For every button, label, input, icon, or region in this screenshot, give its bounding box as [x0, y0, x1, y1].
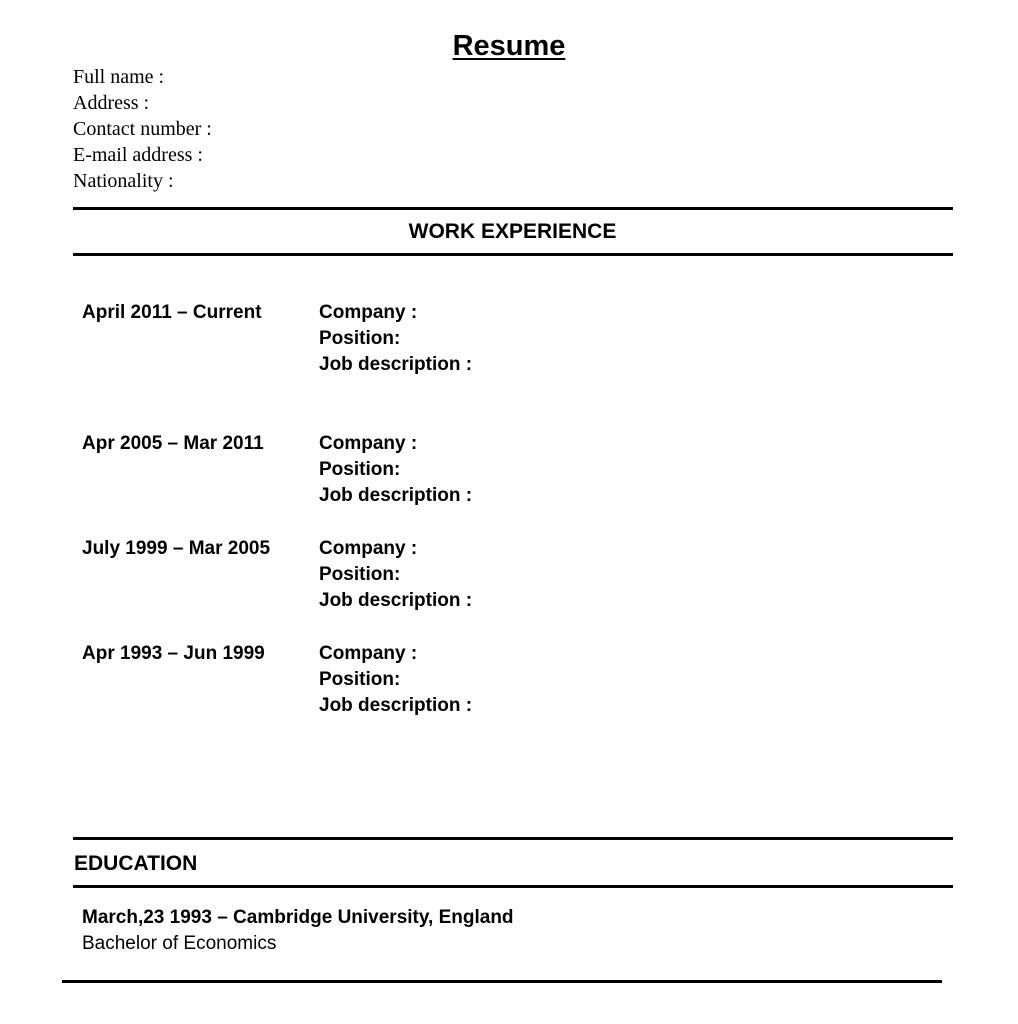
work-experience-heading: WORK EXPERIENCE [408, 220, 617, 243]
address-label: Address : [73, 92, 150, 114]
nationality-label: Nationality : [73, 170, 174, 192]
position-label: Position: [319, 564, 401, 585]
education-degree: Bachelor of Economics [82, 933, 277, 954]
job-fields [319, 431, 472, 509]
job-fields [319, 300, 472, 378]
job-dates: Apr 1993 – Jun 1999 [82, 643, 265, 664]
company-label: Company : [319, 643, 418, 664]
position-label: Position: [319, 669, 401, 690]
education-top-divider [73, 837, 953, 840]
work-bottom-divider [73, 253, 953, 256]
company-label: Company : [319, 433, 418, 454]
position-label: Position: [319, 459, 401, 480]
education-heading: EDUCATION [74, 852, 198, 875]
footer-divider [62, 980, 942, 983]
job-description-label: Job description : [319, 485, 473, 506]
job-dates: Apr 2005 – Mar 2011 [82, 433, 264, 454]
job-description-label: Job description : [319, 354, 473, 375]
job-description-label: Job description : [319, 590, 473, 611]
position-label: Position: [319, 328, 401, 349]
education-headline: March,23 1993 – Cambridge University, England [82, 907, 514, 928]
email-address-label: E-mail address : [73, 144, 203, 166]
job-dates: July 1999 – Mar 2005 [82, 538, 271, 559]
job-dates: April 2011 – Current [82, 302, 262, 323]
education-entry [82, 905, 514, 957]
page-title: Resume [452, 30, 566, 62]
job-description-label: Job description : [319, 695, 473, 716]
company-label: Company : [319, 538, 418, 559]
company-label: Company : [319, 302, 418, 323]
education-bottom-divider [73, 885, 953, 888]
full-name-label: Full name : [73, 66, 165, 88]
work-top-divider [73, 207, 953, 210]
contact-number-label: Contact number : [73, 118, 212, 140]
job-fields [319, 536, 472, 614]
personal-info [73, 64, 212, 194]
job-fields [319, 641, 472, 719]
